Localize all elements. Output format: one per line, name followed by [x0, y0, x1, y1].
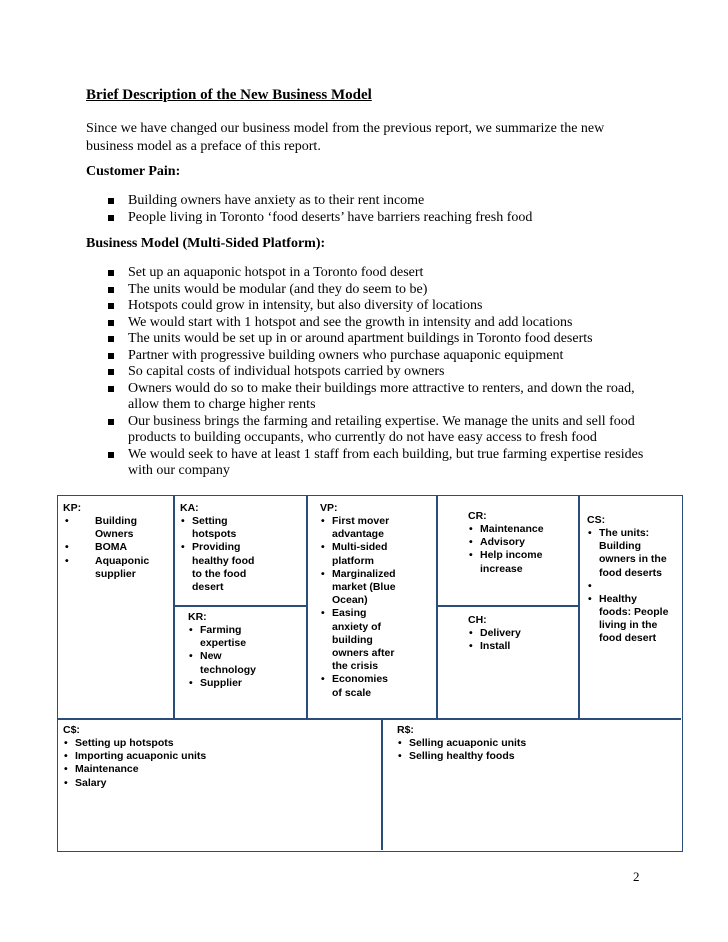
list-item: • Setting up hotspots	[63, 737, 363, 750]
list-item: • Aquaponic supplier	[63, 555, 171, 581]
list-item: • New technology	[188, 650, 264, 676]
square-bullet-icon	[108, 452, 114, 458]
customer-segments-cell	[587, 514, 679, 646]
list-item: • BOMA	[63, 541, 171, 554]
list-item: Set up an aquaponic hotspot in a Toronto food desert	[108, 265, 648, 282]
list-item: Building owners have anxiety as to their rent income	[108, 193, 648, 210]
list-item: The units would be modular (and they do seem to be)	[108, 282, 648, 299]
channels-list	[468, 627, 576, 653]
list-item: • Supplier	[188, 677, 264, 690]
list-item: People living in Toronto ‘food deserts’ have barriers reaching fresh food	[108, 210, 648, 227]
list-item: • Farming expertise	[188, 624, 264, 650]
list-item: • Maintenance	[468, 523, 548, 536]
customer-pain-heading: Customer Pain:	[86, 164, 181, 179]
list-item: • Maintenance	[63, 763, 363, 776]
cell-title: CH:	[468, 614, 487, 626]
business-model-heading: Business Model (Multi-Sided Platform):	[86, 236, 326, 251]
square-bullet-icon	[108, 320, 114, 326]
square-bullet-icon	[108, 303, 114, 309]
revenue-streams-list	[397, 737, 677, 763]
list-item: • Setting hotspots	[180, 515, 266, 541]
divider	[306, 496, 308, 718]
list-item: • Multi-sided platform	[320, 541, 400, 567]
square-bullet-icon	[108, 287, 114, 293]
cell-title: KP:	[63, 502, 82, 514]
list-item: The units would be set up in or around apartment buildings in Toronto food deserts	[108, 331, 648, 348]
square-bullet-icon	[108, 198, 114, 204]
revenue-streams-cell	[397, 724, 677, 763]
square-bullet-icon	[108, 386, 114, 392]
key-activities-cell	[180, 502, 304, 594]
list-item: Partner with progressive building owners who purchase aquaponic equipment	[108, 348, 648, 365]
list-item: • Advisory	[468, 536, 548, 549]
cell-title: C$:	[63, 724, 80, 736]
list-item: • First mover advantage	[320, 515, 400, 541]
key-resources-list	[188, 624, 264, 690]
cell-title: CS:	[587, 514, 606, 526]
divider	[173, 605, 307, 607]
list-item: • Marginalized market (Blue Ocean)	[320, 568, 400, 608]
business-model-canvas	[57, 495, 683, 852]
value-proposition-list	[320, 515, 400, 700]
page-number: 2	[633, 869, 640, 884]
cell-title: R$:	[397, 724, 414, 736]
list-item: • Economies of scale	[320, 673, 400, 699]
list-item: Hotspots could grow in intensity, but also diversity of locations	[108, 298, 648, 315]
page-title: Brief Description of the New Business Model	[86, 87, 372, 103]
key-activities-list	[180, 515, 266, 594]
list-item: • Help income increase	[468, 549, 548, 575]
cell-title: CR:	[468, 510, 487, 522]
customer-relationships-cell	[468, 510, 576, 576]
divider	[436, 496, 438, 718]
list-item: • Delivery	[468, 627, 576, 640]
list-item: • Selling acuaponic units	[397, 737, 677, 750]
channels-cell	[468, 614, 576, 653]
square-bullet-icon	[108, 353, 114, 359]
list-item: We would start with 1 hotspot and see the growth in intensity and add locations	[108, 315, 648, 332]
list-item: Our business brings the farming and retailing expertise. We manage the units and sell food products to building occupants, who currently do not have easy access to fresh food	[108, 414, 648, 447]
divider	[436, 605, 579, 607]
cost-structure-list	[63, 737, 363, 790]
square-bullet-icon	[108, 369, 114, 375]
square-bullet-icon	[108, 336, 114, 342]
cell-title: VP:	[320, 502, 338, 514]
list-item: • Salary	[63, 777, 363, 790]
list-spacer	[587, 580, 671, 593]
customer-relationships-list	[468, 523, 548, 576]
cell-title: KR:	[188, 611, 207, 623]
divider	[58, 718, 681, 720]
value-proposition-cell	[320, 502, 430, 700]
list-item: • Selling healthy foods	[397, 750, 677, 763]
square-bullet-icon	[108, 215, 114, 221]
square-bullet-icon	[108, 270, 114, 276]
list-item: • Easing anxiety of building owners after the crisis	[320, 607, 400, 673]
square-bullet-icon	[108, 419, 114, 425]
list-item: • Importing acuaponic units	[63, 750, 363, 763]
intro-paragraph: Since we have changed our business model from the previous report, we summarize the new business model as a preface of this report.	[86, 121, 605, 154]
cost-structure-cell	[63, 724, 363, 790]
customer-pain-list	[108, 193, 648, 226]
cell-title: KA:	[180, 502, 199, 514]
divider	[173, 496, 175, 718]
key-partners-cell	[63, 502, 171, 581]
divider	[381, 718, 383, 850]
list-item: Owners would do so to make their buildings more attractive to renters, and down the road, allow them to charge higher rents	[108, 381, 648, 414]
list-item: • The units: Building owners in the food deserts	[587, 527, 671, 580]
business-model-list	[108, 265, 648, 480]
key-resources-cell	[188, 611, 304, 690]
key-partners-list	[63, 515, 171, 581]
divider	[578, 496, 580, 718]
list-item: We would seek to have at least 1 staff from each building, but true farming expertise resides with our company	[108, 447, 648, 480]
list-item: So capital costs of individual hotspots carried by owners	[108, 364, 648, 381]
customer-segments-list	[587, 527, 671, 646]
list-item: • Building Owners	[63, 515, 171, 541]
list-item: • Install	[468, 640, 576, 653]
list-item: • Healthy foods: People living in the food desert	[587, 593, 671, 646]
list-item: • Providing healthy food to the food desert	[180, 541, 266, 594]
